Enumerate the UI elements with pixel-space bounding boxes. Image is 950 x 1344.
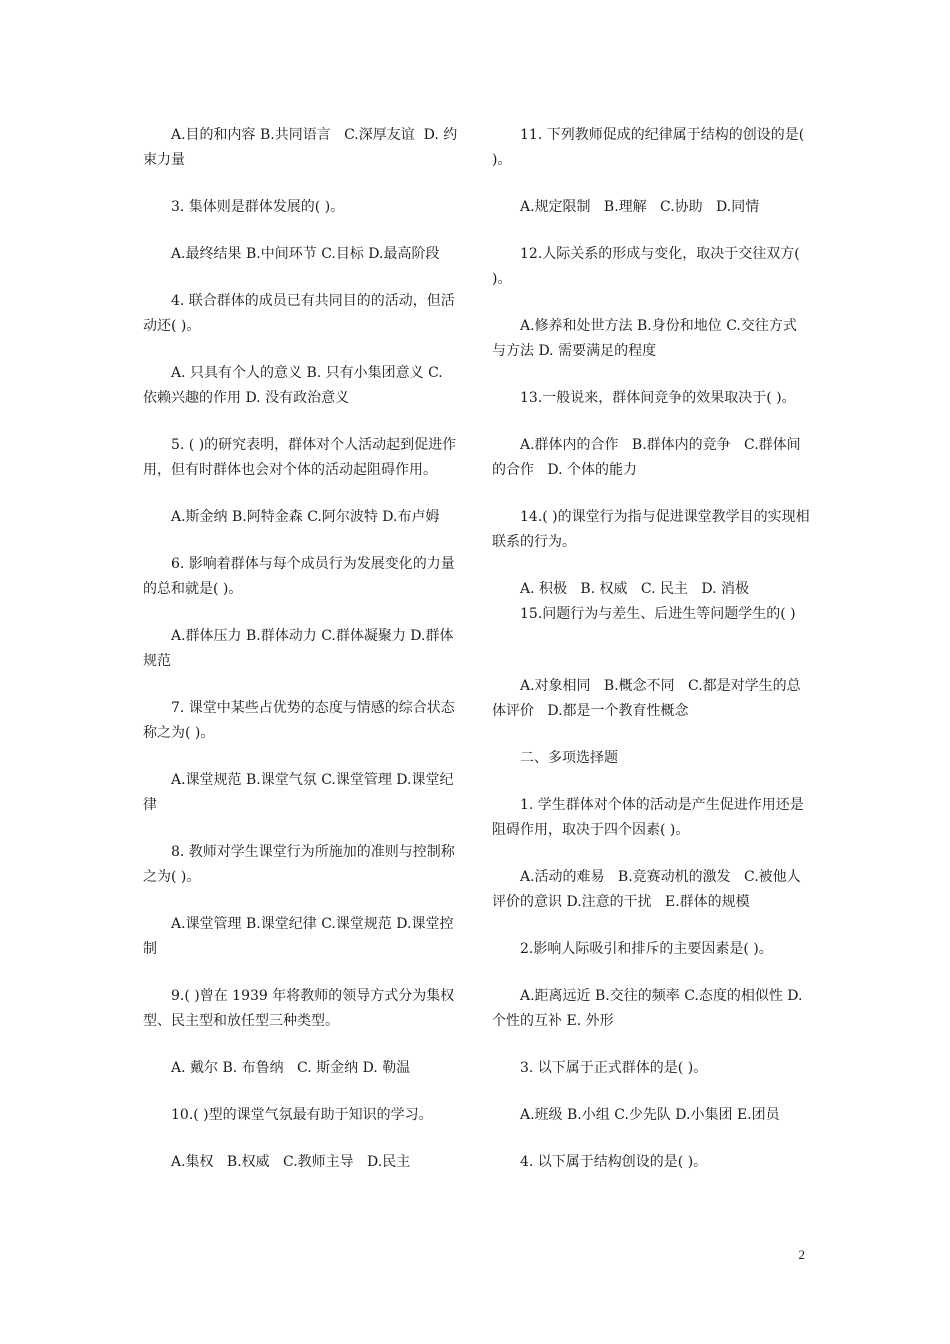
q11-question: 11. 下列教师促成的纪律属于结构的创设的是( )。 bbox=[492, 127, 809, 168]
q12-question: 12.人际关系的形成与变化，取决于交往双方( )。 bbox=[492, 246, 805, 287]
left-column bbox=[143, 123, 461, 1197]
q8-options: A.课堂管理 B.课堂纪律 C.课堂规范 D.课堂控制 bbox=[143, 916, 454, 957]
page-number: 2 bbox=[798, 1247, 805, 1262]
q10-options: A.集权 B.权威 C.教师主导 D.民主 bbox=[171, 1154, 411, 1170]
q7-options: A.课堂规范 B.课堂气氛 C.课堂管理 D.课堂纪律 bbox=[143, 772, 454, 813]
q13-options: A.群体内的合作 B.群体内的竞争 C.群体间的合作 D. 个体的能力 bbox=[492, 437, 801, 478]
q2-options: A.目的和内容 B.共同语言 C.深厚友谊 D. 约束力量 bbox=[143, 127, 458, 168]
q4-options: A. 只具有个人的意义 B. 只有小集团意义 C. 依赖兴趣的作用 D. 没有政治意义 bbox=[143, 365, 448, 406]
q5-options: A.斯金纳 B.阿特金森 C.阿尔波特 D.布卢姆 bbox=[171, 509, 440, 525]
q6-options: A.群体压力 B.群体动力 C.群体凝聚力 D.群体规范 bbox=[143, 628, 454, 669]
q11-options: A.规定限制 B.理解 C.协助 D.同情 bbox=[520, 199, 760, 215]
m3-question: 3. 以下属于正式群体的是( )。 bbox=[520, 1060, 708, 1076]
q3-question: 3. 集体则是群体发展的( )。 bbox=[171, 199, 345, 215]
section-multiple-choice: 二、多项选择题 bbox=[520, 750, 618, 766]
q13-question: 13.一般说来，群体间竞争的效果取决于( )。 bbox=[520, 390, 796, 406]
m4-question: 4. 以下属于结构创设的是( )。 bbox=[520, 1154, 708, 1170]
q12-options: A.修养和处世方法 B.身份和地位 C.交往方式与方法 D. 需要满足的程度 bbox=[492, 318, 797, 359]
q15-options: A.对象相同 B.概念不同 C.都是对学生的总体评价 D.都是一个教育性概念 bbox=[492, 678, 801, 719]
q8-question: 8. 教师对学生课堂行为所施加的准则与控制称之为( )。 bbox=[143, 844, 455, 885]
q7-question: 7. 课堂中某些占优势的态度与情感的综合状态称之为( )。 bbox=[143, 700, 455, 741]
q3-options: A.最终结果 B.中间环节 C.目标 D.最高阶段 bbox=[171, 246, 440, 262]
q10-question: 10.( )型的课堂气氛最有助于知识的学习。 bbox=[171, 1107, 433, 1123]
q5-question: 5. ( )的研究表明，群体对个人活动起到促进作用，但有时群体也会对个体的活动起阻碍作用。 bbox=[143, 437, 457, 478]
m1-options: A.活动的难易 B.竞赛动机的激发 C.被他人评价的意识 D.注意的干扰 E.群体的规模 bbox=[492, 869, 801, 910]
q9-question: 9.( )曾在 1939 年将教师的领导方式分为集权型、民主型和放任型三种类型。 bbox=[143, 988, 455, 1029]
m2-question: 2.影响人际吸引和排斥的主要因素是( )。 bbox=[520, 941, 773, 957]
right-column bbox=[492, 123, 810, 1197]
q4-question: 4. 联合群体的成员已有共同目的的活动，但活动还( )。 bbox=[143, 293, 455, 334]
q6-question: 6. 影响着群体与每个成员行为发展变化的力量的总和就是( )。 bbox=[143, 556, 455, 597]
q15-question: 15.问题行为与差生、后进生等问题学生的( ) bbox=[520, 606, 796, 622]
m2-options: A.距离远近 B.交往的频率 C.态度的相似性 D. 个性的互补 E. 外形 bbox=[492, 988, 807, 1029]
m3-options: A.班级 B.小组 C.少先队 D.小集团 E.团员 bbox=[520, 1107, 780, 1123]
q9-options: A. 戴尔 B. 布鲁纳 C. 斯金纳 D. 勒温 bbox=[171, 1060, 411, 1076]
m1-question: 1. 学生群体对个体的活动是产生促进作用还是阻碍作用，取决于四个因素( )。 bbox=[492, 797, 804, 838]
q14-question: 14.( )的课堂行为指与促进课堂教学目的实现相联系的行为。 bbox=[492, 509, 810, 550]
q14-options: A. 积极 B. 权威 C. 民主 D. 消极 bbox=[520, 581, 749, 597]
